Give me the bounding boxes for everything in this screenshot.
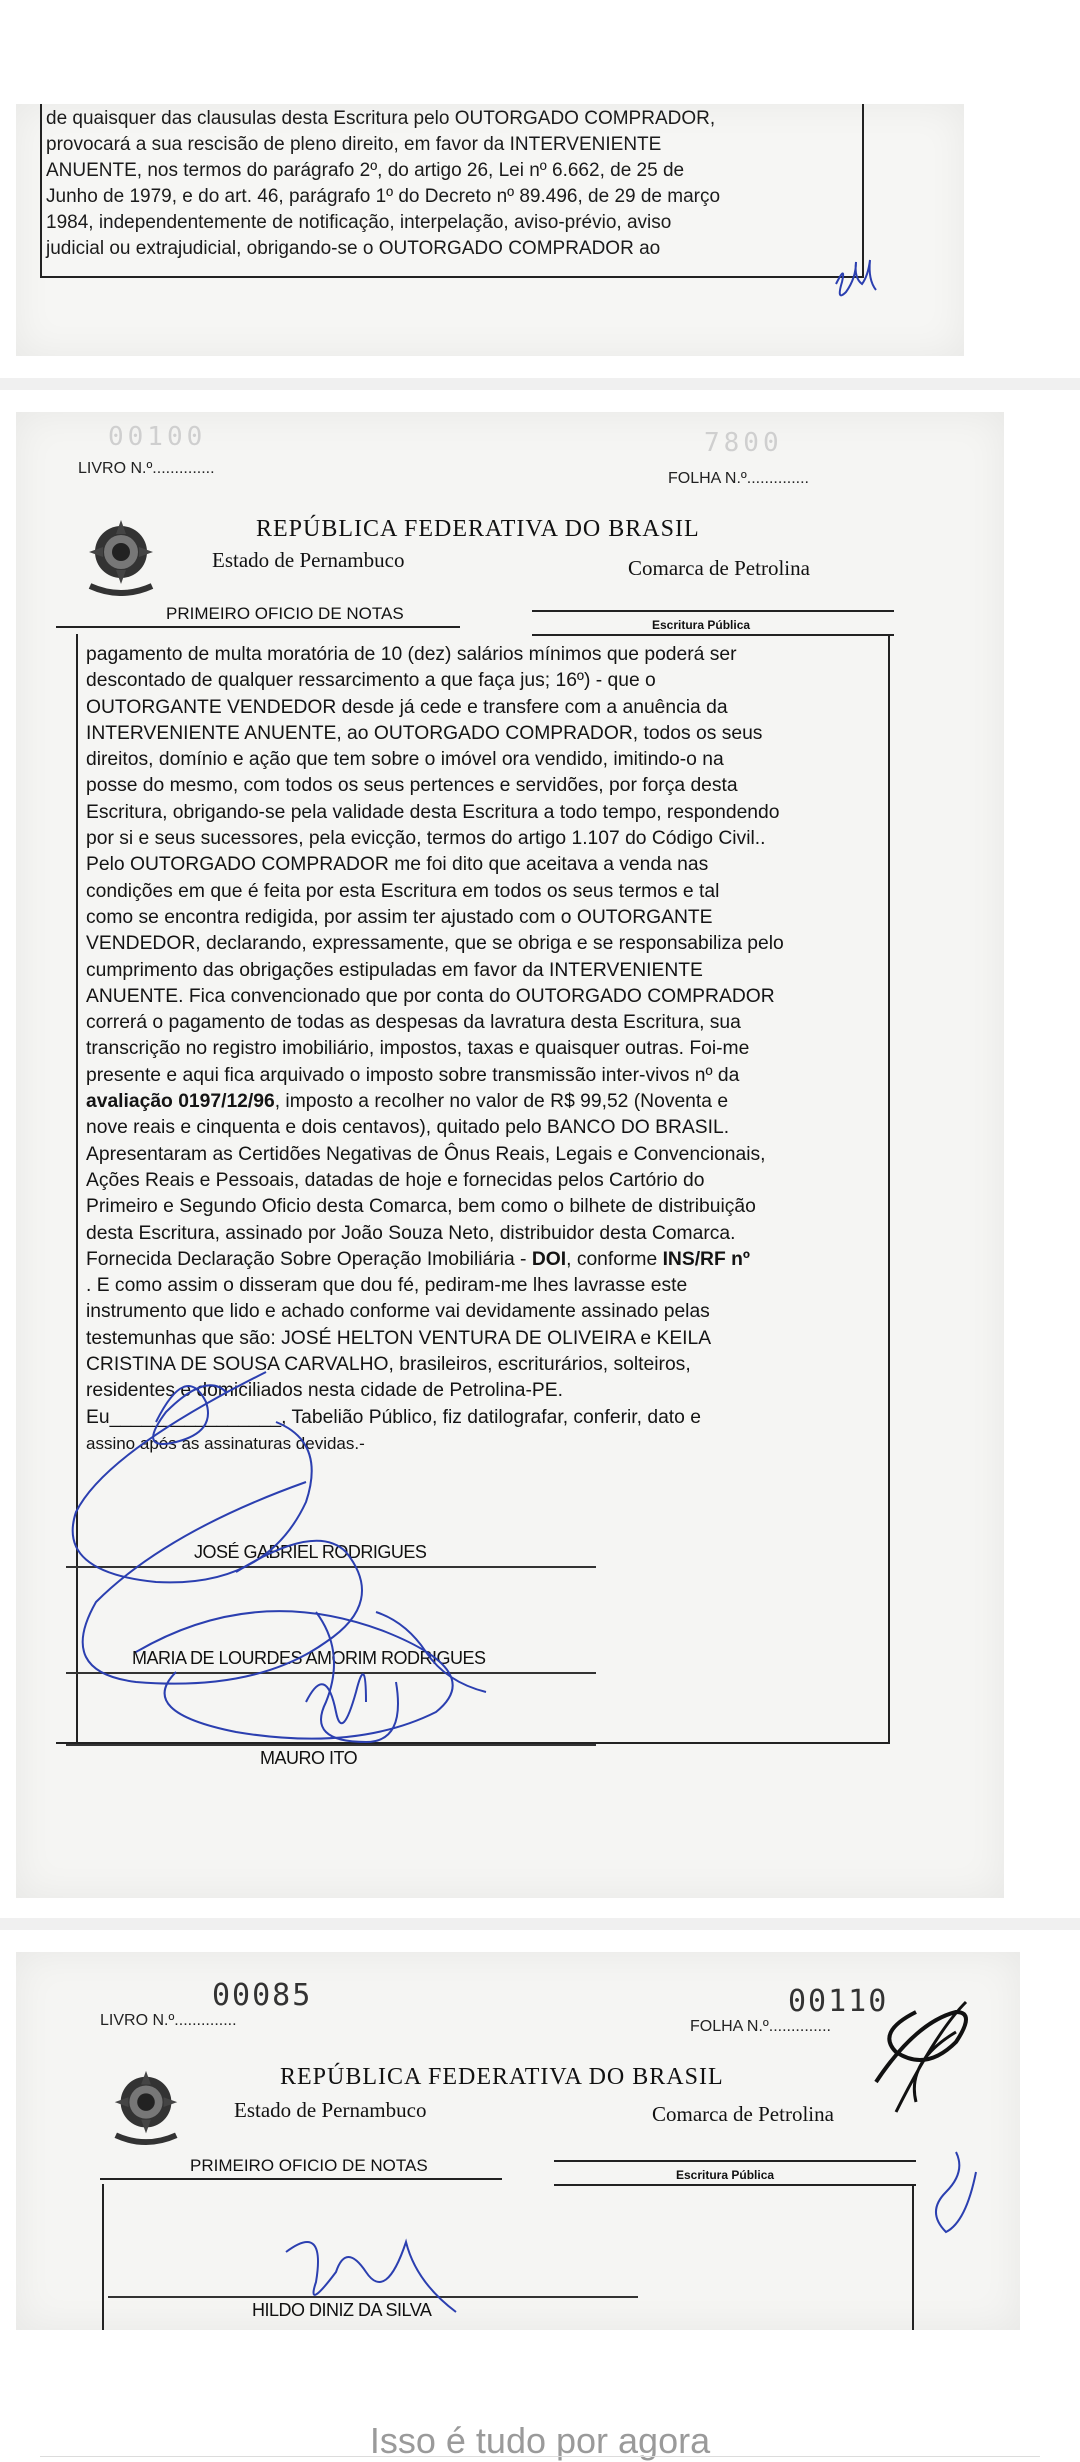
escritura-label: Escritura Pública	[652, 618, 751, 632]
text-line: OUTORGANTE VENDEDOR desde já cede e transfere com a anuência da	[86, 696, 728, 718]
text-line: 1984, independentemente de notificação, interpelação, aviso-prévio, aviso	[46, 212, 672, 233]
text-line: judicial ou extrajudicial, obrigando-se o OUTORGADO COMPRADOR ao	[46, 238, 661, 259]
signatory-name: HILDO DINIZ DA SILVA	[252, 2300, 432, 2320]
text-fragment: Fornecida Declaração Sobre Operação Imobiliária -	[86, 1248, 532, 1270]
text-line: Eu________________, Tabelião Público, fiz datilografar, conferir, dato e	[86, 1406, 701, 1428]
livro-label: LIVRO N.º..............	[100, 2012, 237, 2029]
republica-heading: REPÚBLICA FEDERATIVA DO BRASIL	[280, 2064, 724, 2090]
republica-heading: REPÚBLICA FEDERATIVA DO BRASIL	[256, 516, 700, 542]
folha-label: FOLHA N.º..............	[690, 2018, 831, 2035]
livro-stamp-number: 00085	[212, 1978, 313, 2013]
folha-label: FOLHA N.º..............	[668, 470, 809, 487]
text-line: Pelo OUTORGADO COMPRADOR me foi dito que aceitava a venda nas	[86, 854, 709, 876]
text-fragment: , imposto a recolher no valor de R$ 99,52 (Noventa e	[274, 1091, 729, 1113]
header-rule	[554, 2160, 916, 2162]
text-line: CRISTINA DE SOUSA CARVALHO, brasileiros, escriturários, solteiros,	[86, 1354, 691, 1376]
text-line: Primeiro e Segundo Oficio desta Comarca, bem como o bilhete de distribuição	[86, 1196, 756, 1218]
document-page-3	[16, 1952, 1020, 2330]
frame-right	[888, 634, 890, 1742]
header-rule	[554, 2184, 916, 2186]
estado-heading: Estado de Pernambuco	[212, 548, 405, 572]
comarca-heading: Comarca de Petrolina	[652, 2102, 834, 2126]
page-2-body	[86, 642, 886, 1457]
text-line: transcrição no registro imobiliário, impostos, taxas e quaisquer outras. Foi-me	[86, 1038, 750, 1060]
folha-stamp-number: 00110	[788, 1984, 889, 2019]
text-line: nove reais e cinquenta e dois centavos), quitado pelo BANCO DO BRASIL.	[86, 1117, 730, 1139]
header-rule	[532, 634, 894, 636]
frame-left	[76, 634, 78, 1742]
header-rule	[56, 626, 460, 628]
text-line: Ações Reais e Pessoais, datadas de hoje e fornecidas pelos Cartório do	[86, 1169, 705, 1191]
signatory-name: MARIA DE LOURDES AMORIM RODRIGUES	[132, 1648, 486, 1668]
text-line: correrá o pagamento de todas as despesas da lavratura desta Escritura, sua	[86, 1012, 741, 1034]
text-line: pagamento de multa moratória de 10 (dez) salários mínimos que poderá ser	[86, 644, 737, 665]
text-line: provocará a sua rescisão de pleno direito, em favor da INTERVENIENTE	[46, 134, 662, 155]
text-line: assino após as assinaturas devidas.-	[86, 1433, 365, 1453]
text-line: INTERVENIENTE ANUENTE, ao OUTORGADO COMPRADOR, todos os seus	[86, 722, 763, 744]
signature-line	[66, 1566, 596, 1568]
text-line: Escritura, obrigando-se pela validade desta Escritura a todo tempo, respondendo	[86, 801, 780, 823]
header-rule	[532, 610, 894, 612]
text-line: direitos, domínio e ação que tem sobre o imóvel ora vendido, imitindo-o na	[86, 749, 724, 771]
text-line: cumprimento das obrigações estipuladas em favor da INTERVENIENTE	[86, 959, 703, 981]
text-line: testemunhas que são: JOSÉ HELTON VENTURA DE OLIVEIRA e KEILA	[86, 1327, 712, 1349]
header-rule	[100, 2178, 502, 2180]
text-line: de quaisquer das clausulas desta Escritura pelo OUTORGADO COMPRADOR,	[46, 108, 716, 129]
text-line: descontado de qualquer ressarcimento a que faça jus; 16º) - que o	[86, 670, 656, 692]
text-line: Apresentaram as Certidões Negativas de Ônus Reais, Legais e Convencionais,	[86, 1143, 766, 1165]
estado-heading: Estado de Pernambuco	[234, 2098, 427, 2122]
text-line	[86, 1247, 886, 1273]
signatory-name: JOSÉ GABRIEL RODRIGUES	[194, 1542, 427, 1562]
text-line: ANUENTE. Fica convencionado que por conta do OUTORGADO COMPRADOR	[86, 985, 775, 1007]
oficio-label: PRIMEIRO OFICIO DE NOTAS	[166, 604, 404, 623]
document-page-2	[16, 412, 1004, 1898]
text-line: instrumento que lido e achado conforme vai devidamente assinado pelas	[86, 1301, 710, 1323]
signature-line	[66, 1744, 596, 1746]
escritura-label: Escritura Pública	[676, 2168, 775, 2182]
text-line: Junho de 1979, e do art. 46, parágrafo 1º do Decreto nº 89.496, de 29 de março	[46, 186, 721, 207]
avaliacao-number: avaliação 0197/12/96	[86, 1091, 275, 1113]
frame-right	[912, 2184, 914, 2330]
page-separator	[0, 378, 1080, 390]
brazil-coat-of-arms-icon	[80, 516, 162, 596]
text-line: desta Escritura, assinado por João Souza Neto, distribuidor desta Comarca.	[86, 1222, 736, 1244]
text-line: residentes e domiciliados nesta cidade de Petrolina-PE.	[86, 1380, 563, 1402]
text-line	[86, 1089, 886, 1115]
livro-label: LIVRO N.º..............	[78, 460, 215, 477]
signatory-name: MAURO ITO	[260, 1748, 358, 1768]
text-line: presente e aqui fica arquivado o imposto sobre transmissão inter-vivos nº da	[86, 1064, 740, 1086]
brazil-coat-of-arms-icon	[106, 2066, 186, 2146]
ins-rf-label: INS/RF nº	[662, 1248, 750, 1270]
signature-line	[66, 1672, 596, 1674]
text-line: como se encontra redigida, por assim ter ajustado com o OUTORGANTE	[86, 906, 713, 928]
text-line: VENDEDOR, declarando, expressamente, que se obriga e se responsabiliza pelo	[86, 933, 784, 955]
comarca-heading: Comarca de Petrolina	[628, 556, 810, 580]
text-line: condições em que é feita por esta Escritura em todos os seus termos e tal	[86, 880, 720, 902]
livro-stamp-number: 00100	[108, 422, 207, 452]
doi-label: DOI	[531, 1248, 567, 1270]
text-line: ANUENTE, nos termos do parágrafo 2º, do artigo 26, Lei nº 6.662, de 25 de	[46, 160, 685, 181]
frame-left	[102, 2184, 104, 2330]
signature-line	[108, 2296, 638, 2298]
text-fragment: , conforme	[566, 1248, 663, 1270]
page-separator	[0, 1918, 1080, 1930]
text-line: por si e seus sucessores, pela evicção, termos do artigo 1.107 do Código Civil..	[86, 828, 766, 850]
end-of-content-message: Isso é tudo por agora	[369, 2420, 711, 2461]
footer-divider	[40, 2456, 1040, 2457]
text-line: posse do mesmo, com todos os seus pertences e servidões, por força desta	[86, 775, 738, 797]
oficio-label: PRIMEIRO OFICIO DE NOTAS	[190, 2156, 428, 2175]
folha-stamp-number: 7800	[704, 428, 783, 458]
page-1-body	[46, 106, 854, 262]
document-page-1	[16, 104, 964, 356]
text-line: . E como assim o disseram que dou fé, pediram-me lhes lavrasse este	[86, 1275, 688, 1297]
